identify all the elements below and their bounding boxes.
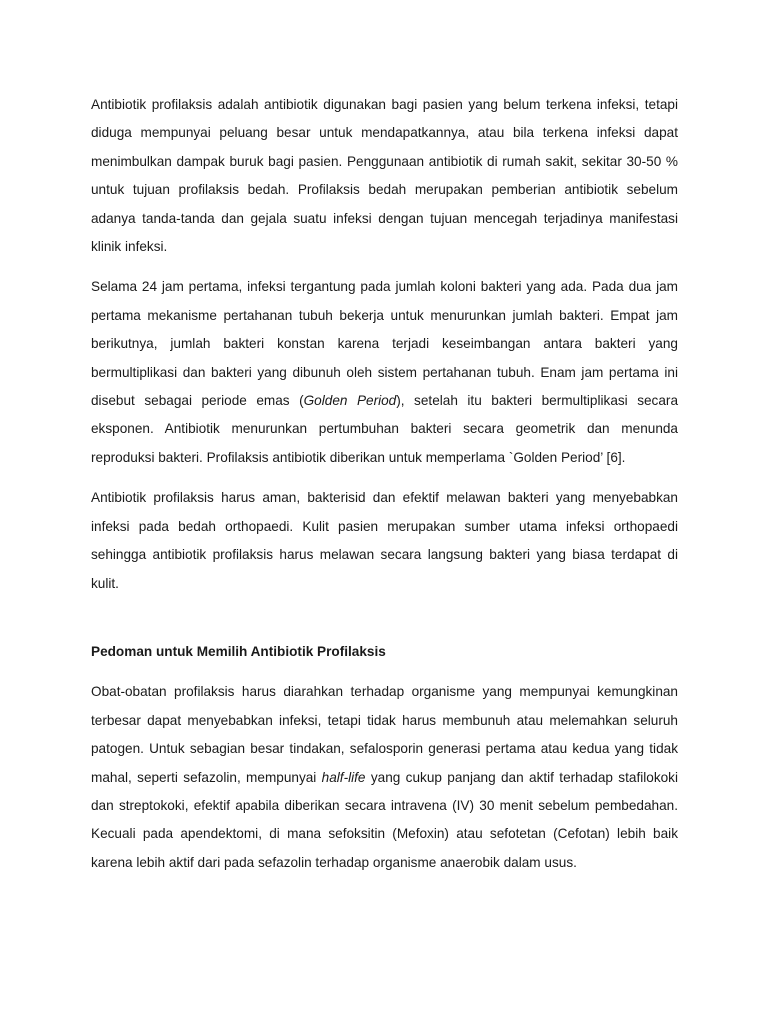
section-heading: Pedoman untuk Memilih Antibiotik Profilaksis	[91, 643, 386, 659]
paragraph-pedoman	[91, 678, 678, 877]
document-page	[91, 91, 678, 877]
paragraph-text: Selama 24 jam pertama, infeksi tergantung pada jumlah koloni bakteri yang ada. Pada dua jam pertama mekanisme pertahanan tubuh bekerja untuk menurunkan jumlah bakteri. Empat jam berikutnya, jumlah bakteri konstan karena terjadi keseimbangan antara bakteri yang bermultiplikasi dan bakteri yang dibunuh oleh sistem pertahanan tubuh. Enam jam pertama ini disebut sebagai periode emas (	[91, 279, 678, 409]
paragraph-golden-period	[91, 273, 678, 472]
paragraph-text: yang cukup panjang dan aktif terhadap stafilokoki dan streptokoki, efektif apabila diberikan secara intravena (IV) 30 menit sebelum pembedahan. Kecuali pada apendektomi, di mana sefoksitin (Mefoxin) atau sefotetan (Cefotan) lebih baik karena lebih aktif dari pada sefazolin terhadap organisme anaerobik dalam usus.	[91, 769, 678, 870]
paragraph-text: Obat-obatan profilaksis harus diarahkan terhadap organisme yang mempunyai kemungkinan terbesar dapat menyebabkan infeksi, tetapi tidak harus membunuh atau melemahkan seluruh patogen. Untuk sebagian besar tindakan, sefalosporin generasi pertama atau kedua yang tidak mahal, seperti sefazolin, mempunyai	[91, 684, 678, 785]
paragraph-orthopaedi: Antibiotik profilaksis harus aman, bakterisid dan efektif melawan bakteri yang menyebabkan infeksi pada bedah orthopaedi. Kulit pasien merupakan sumber utama infeksi orthopaedi sehingga antibiotik profilaksis harus melawan secara langsung bakteri yang biasa terdapat di kulit.	[91, 490, 678, 591]
paragraph-antibiotik-profilaksis-definisi: Antibiotik profilaksis adalah antibiotik digunakan bagi pasien yang belum terkena infeksi, tetapi diduga mempunyai peluang besar untuk mendapatkannya, atau bila terkena infeksi dapat menimbulkan dampak buruk bagi pasien. Penggunaan antibiotik di rumah sakit, sekitar 30-50 % untuk tujuan profilaksis bedah. Profilaksis bedah merupakan pemberian antibiotik sebelum adanya tanda-tanda dan gejala suatu infeksi dengan tujuan mencegah terjadinya manifestasi klinik infeksi.	[91, 97, 678, 255]
italic-term-half-life: half-life	[321, 769, 366, 785]
italic-term-golden-period: Golden Period	[303, 393, 397, 409]
paragraph-text: ), setelah itu bakteri bermultiplikasi secara eksponen. Antibiotik menurunkan pertumbuhan bakteri secara geometrik dan menunda reproduksi bakteri. Profilaksis antibiotik diberikan untuk memperlama `Golden Period’ [6].	[91, 393, 679, 465]
